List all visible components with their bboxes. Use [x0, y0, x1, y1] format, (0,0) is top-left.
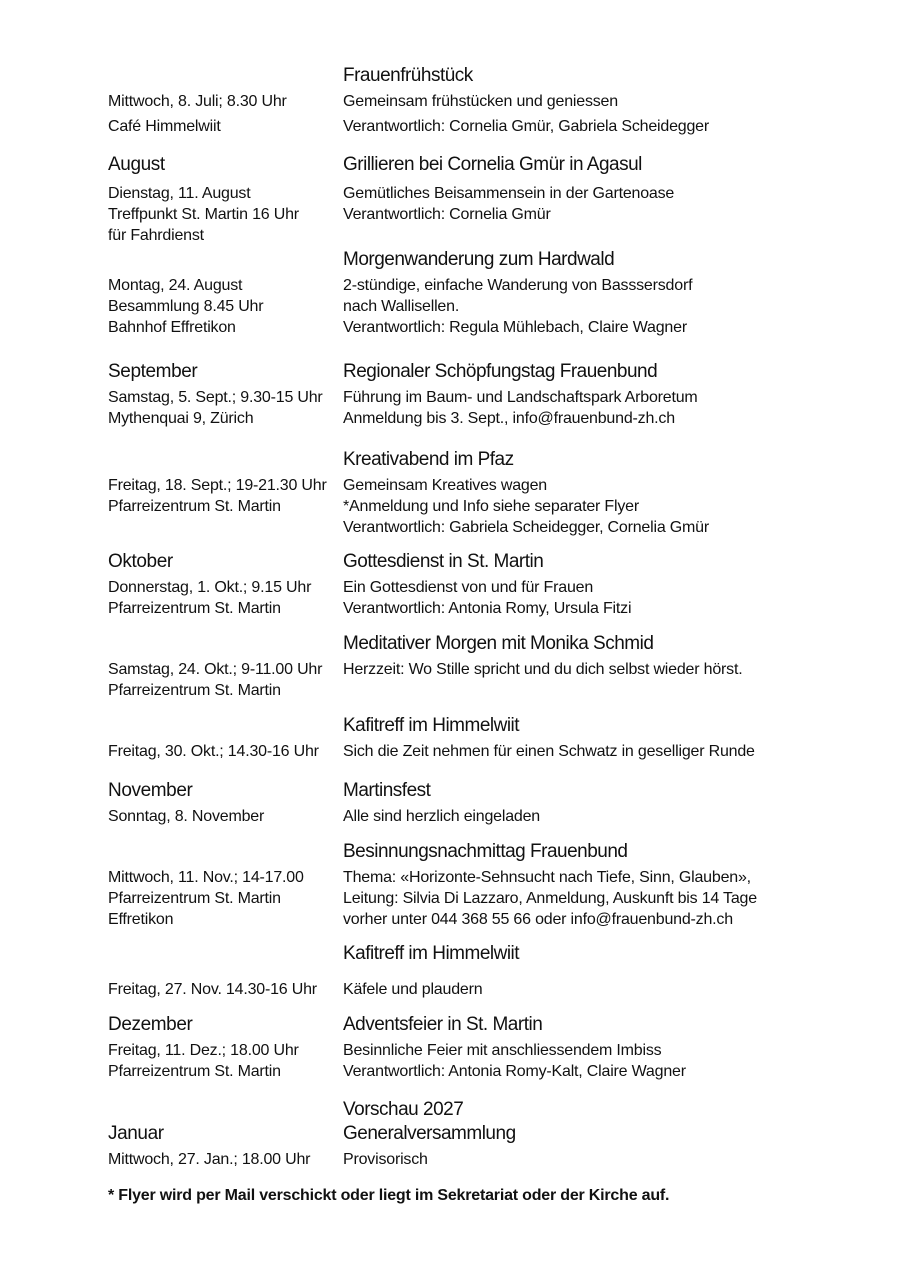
event-desc: Ein Gottesdienst von und für Frauen [343, 579, 594, 596]
event-title: Regionaler Schöpfungstag Frauenbund [343, 361, 658, 382]
event-desc: vorher unter 044 368 55 66 oder info@frauenbund-zh.ch [343, 911, 733, 928]
event-desc: Leitung: Silvia Di Lazzaro, Anmeldung, Auskunft bis 14 Tage [343, 890, 757, 907]
event-desc: 2-stündige, einfache Wanderung von Basssersdorf [343, 277, 693, 294]
event-title: Martinsfest [343, 780, 431, 801]
event-desc: Führung im Baum- und Landschaftspark Arboretum [343, 389, 698, 406]
month-heading: November [108, 780, 193, 801]
month-heading: September [108, 361, 198, 382]
event-desc: Gemeinsam Kreatives wagen [343, 477, 547, 494]
event-responsible: Verantwortlich: Antonia Romy, Ursula Fitzi [343, 600, 632, 617]
event-responsible: Verantwortlich: Cornelia Gmür [343, 206, 551, 223]
event-desc: Provisorisch [343, 1151, 428, 1168]
event-date: Mittwoch, 11. Nov.; 14-17.00 [108, 869, 304, 886]
event-place: Pfarreizentrum St. Martin [108, 1063, 281, 1080]
event-meeting: Treffpunkt St. Martin 16 Uhr [108, 206, 299, 223]
event-date: Mittwoch, 8. Juli; 8.30 Uhr [108, 93, 287, 110]
event-title: Gottesdienst in St. Martin [343, 551, 544, 572]
event-responsible: Verantwortlich: Antonia Romy-Kalt, Claire Wagner [343, 1063, 686, 1080]
event-title: Generalversammlung [343, 1123, 516, 1144]
event-registration: Anmeldung bis 3. Sept., info@frauenbund-zh.ch [343, 410, 675, 427]
event-title: Kafitreff im Himmelwiit [343, 715, 520, 736]
event-responsible: Verantwortlich: Gabriela Scheidegger, Cornelia Gmür [343, 519, 709, 536]
event-desc: Gemütliches Beisammensein in der Gartenoase [343, 185, 675, 202]
event-place: Mythenquai 9, Zürich [108, 410, 254, 427]
event-title: Morgenwanderung zum Hardwald [343, 249, 615, 270]
event-desc: Sich die Zeit nehmen für einen Schwatz in geselliger Runde [343, 743, 755, 760]
event-date: Freitag, 30. Okt.; 14.30-16 Uhr [108, 743, 319, 760]
event-info: *Anmeldung und Info siehe separater Flyer [343, 498, 639, 515]
event-date: Dienstag, 11. August [108, 185, 251, 202]
event-title: Besinnungsnachmittag Frauenbund [343, 841, 628, 862]
event-desc: nach Wallisellen. [343, 298, 460, 315]
event-desc: Herzzeit: Wo Stille spricht und du dich selbst wieder hörst. [343, 661, 743, 678]
event-date: Freitag, 11. Dez.; 18.00 Uhr [108, 1042, 299, 1059]
event-place: Pfarreizentrum St. Martin [108, 890, 281, 907]
event-place: Effretikon [108, 911, 174, 928]
event-desc: Besinnliche Feier mit anschliessendem Imbiss [343, 1042, 662, 1059]
event-place: Bahnhof Effretikon [108, 319, 236, 336]
month-heading: August [108, 154, 165, 175]
month-heading: Dezember [108, 1014, 193, 1035]
event-title: Meditativer Morgen mit Monika Schmid [343, 633, 654, 654]
event-responsible: Verantwortlich: Regula Mühlebach, Claire Wagner [343, 319, 687, 336]
event-date: Donnerstag, 1. Okt.; 9.15 Uhr [108, 579, 312, 596]
event-place: Pfarreizentrum St. Martin [108, 682, 281, 699]
event-date: Freitag, 18. Sept.; 19-21.30 Uhr [108, 477, 327, 494]
event-date: Samstag, 5. Sept.; 9.30-15 Uhr [108, 389, 323, 406]
event-title: Kafitreff im Himmelwiit [343, 943, 520, 964]
event-date: Montag, 24. August [108, 277, 243, 294]
event-desc: Gemeinsam frühstücken und geniessen [343, 93, 618, 110]
event-desc: Thema: «Horizonte-Sehnsucht nach Tiefe, Sinn, Glauben», [343, 869, 751, 886]
month-heading: Januar [108, 1123, 164, 1144]
event-meeting: Besammlung 8.45 Uhr [108, 298, 264, 315]
event-place: Pfarreizentrum St. Martin [108, 600, 281, 617]
month-heading: Oktober [108, 551, 173, 572]
event-date: Samstag, 24. Okt.; 9-11.00 Uhr [108, 661, 323, 678]
event-desc: Alle sind herzlich eingeladen [343, 808, 540, 825]
event-place: Café Himmelwiit [108, 118, 221, 135]
event-place: Pfarreizentrum St. Martin [108, 498, 281, 515]
event-title: Grillieren bei Cornelia Gmür in Agasul [343, 154, 642, 175]
event-date: Sonntag, 8. November [108, 808, 265, 825]
event-date: Freitag, 27. Nov. 14.30-16 Uhr [108, 981, 317, 998]
preview-heading: Vorschau 2027 [343, 1099, 464, 1120]
event-meeting: für Fahrdienst [108, 227, 204, 244]
event-title: Adventsfeier in St. Martin [343, 1014, 543, 1035]
event-desc: Käfele und plaudern [343, 981, 483, 998]
event-responsible: Verantwortlich: Cornelia Gmür, Gabriela Scheidegger [343, 118, 709, 135]
event-title: Frauenfrühstück [343, 65, 473, 86]
footnote: * Flyer wird per Mail verschickt oder liegt im Sekretariat oder der Kirche auf. [108, 1187, 670, 1204]
event-date: Mittwoch, 27. Jan.; 18.00 Uhr [108, 1151, 311, 1168]
event-title: Kreativabend im Pfaz [343, 449, 514, 470]
